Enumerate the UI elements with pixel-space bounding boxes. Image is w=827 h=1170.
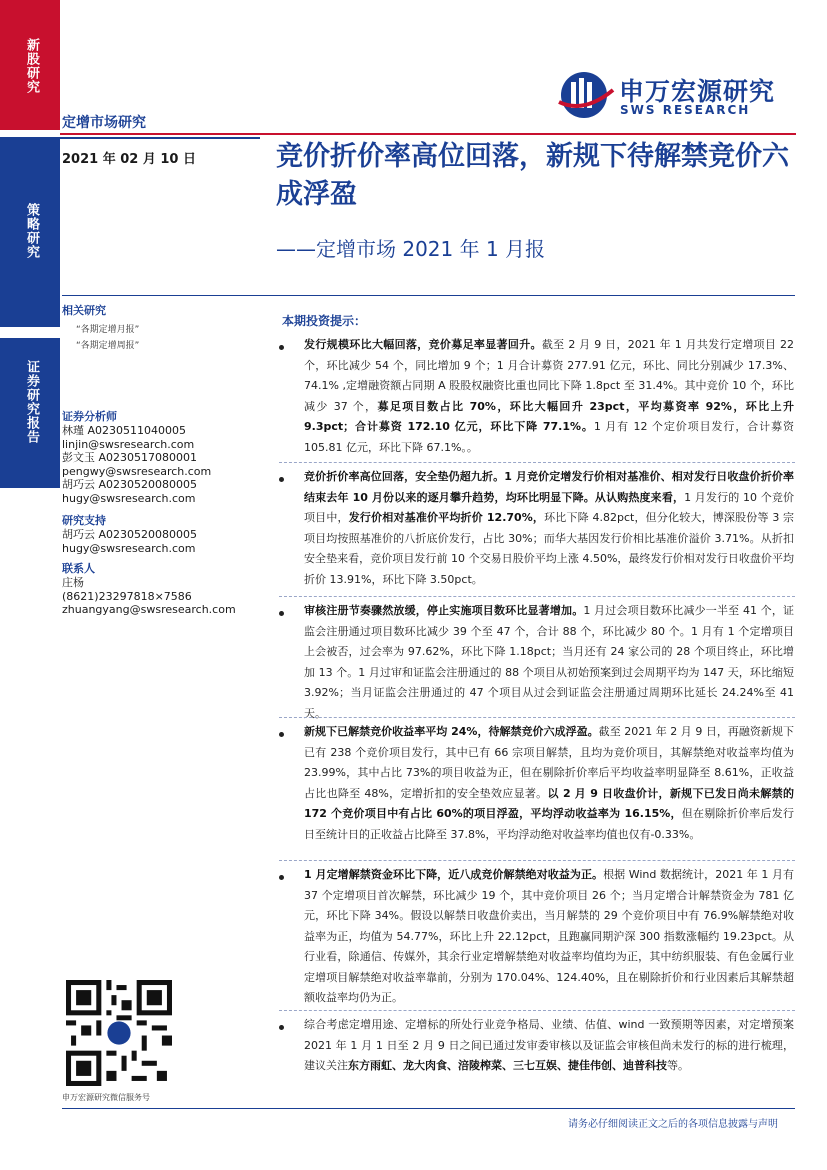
analysts-heading: 证券分析师 [62, 410, 117, 423]
bullet-icon [279, 345, 284, 350]
tip-emphasis: 以 2 月 9 日收盘价计，新规下已发日尚未解禁的 172 个竞价项目中有占比 60%的项目浮盈，平均浮动收益率为 16.15%， [304, 786, 794, 820]
tip-lead: 审核注册节奏骤然放缓，停止实施项目数环比显著增加。 [304, 604, 584, 617]
analyst-email[interactable]: hugy@swsresearch.com [62, 491, 196, 505]
bullet-icon [279, 1025, 284, 1030]
logo-text-cn: 申万宏源研究 [619, 77, 776, 106]
tip-lead: 发行规模环比大幅回落，竞价募足率显著回升。 [304, 338, 542, 351]
report-category: 定增市场研究 [62, 115, 146, 131]
tip-tail: 环比下降 4.82pct，但分化较大，博深股份等 3 宗项目均按照基准价的八折底价发行，占比 30%；而华大基因发行价相比基准价溢价 3.71%。从折扣安全垫来看，竞价项目发行前 10 个交易日股价平均上涨 4.50%，最终发行价相对发行日收盘价平均折价 13.91%，环比下降 3.50pct。 [304, 511, 794, 586]
analyst-line: 胡巧云 A0230520080005 [62, 478, 198, 491]
report-title: 竞价折价率高位回落，新规下待解禁竞价六成浮盈 [276, 141, 789, 210]
tip-lead: 新规下已解禁竞价收益率平均 24%，待解禁竞价六成浮盈。 [304, 725, 599, 738]
support-heading: 研究支持 [62, 514, 106, 527]
left-tab-label: 策略研究 [24, 203, 39, 259]
sws-logo-icon [557, 70, 615, 120]
tip-lead: 1 月定增解禁资金环比下降，近八成竞价解禁绝对收益为正。 [304, 868, 604, 881]
left-tab-new-stock [0, 0, 60, 130]
disclaimer-footer[interactable]: 请务必仔细阅读正文之后的各项信息披露与声明 [568, 1119, 778, 1130]
contact-email[interactable]: zhuangyang@swsresearch.com [62, 603, 236, 616]
tip-paragraph-5 [304, 865, 794, 1009]
paragraph-divider [279, 596, 795, 597]
contact-heading: 联系人 [62, 562, 95, 575]
support-line: 胡巧云 A0230520080005 [62, 528, 198, 541]
support-email[interactable]: hugy@swsresearch.com [62, 541, 196, 555]
contact-line: 庄杨 [62, 576, 84, 589]
tip-tail: 但在剔除折价率后发行日至统计日的正收益占比降至 37.8%，平均浮动绝对收益率均值也仅有-0.33%。 [304, 807, 795, 841]
related-item[interactable]: “各期定增月报” [76, 325, 140, 335]
investment-tips-heading: 本期投资提示： [282, 314, 367, 328]
related-item[interactable]: “各期定增周报” [76, 341, 140, 351]
wechat-qr-icon [66, 980, 172, 1086]
left-tab-label: 证券研究报告 [24, 360, 39, 444]
qr-caption: 申万宏源研究微信服务号 [62, 1093, 150, 1102]
tip-paragraph-4 [304, 722, 794, 845]
analyst-email[interactable]: pengwy@swsresearch.com [62, 464, 212, 478]
left-tab-report [0, 338, 60, 488]
tip-body: 综合考虑定增用途、定增标的所处行业竞争格局、业绩、估值、wind 一致预期等因素，对定增预案 2021 年 1 月 1 日至 2 月 9 日之间已通过发审委审核以及证监会审核但尚未发行的标的进行梳理，建议关注 [304, 1018, 794, 1072]
left-tab-strategy [0, 137, 60, 327]
paragraph-divider [279, 717, 795, 718]
bullet-icon [279, 611, 284, 616]
analyst-line: 林瑾 A0230511040005 [62, 424, 187, 437]
footer-rule [62, 1108, 795, 1109]
contact-line: (8621)23297818×7586 [62, 589, 192, 603]
tip-paragraph-1 [304, 335, 794, 458]
header-rule-blue [60, 137, 260, 139]
bullet-icon [279, 875, 284, 880]
bullet-icon [279, 732, 284, 737]
tip-lead: 竞价折价率高位回落，安全垫仍超九折。1 月竞价定增发行价相对基准价、相对发行日收盘价折价率结束去年 10 月份以来的逐月攀升趋势，均环比明显下降。从认购热度来看， [304, 470, 794, 504]
tip-paragraph-2 [304, 467, 794, 590]
paragraph-divider [279, 860, 795, 861]
section-divider [62, 295, 795, 296]
tip-emphasis: 发行价相对基准价平均折价 12.70%， [348, 511, 545, 524]
analyst-email[interactable]: linjin@swsresearch.com [62, 437, 195, 451]
report-subtitle: ——定增市场 2021 年 1 月报 [276, 237, 546, 261]
bullet-icon [279, 477, 284, 482]
analyst-line: 彭文玉 A0230517080001 [62, 451, 198, 464]
tip-tail: 1 月有 12 个定价项目发行，合计募资 105.81 亿元，环比下降 67.1%。。 [304, 420, 794, 454]
header-rule-red [60, 133, 796, 135]
tip-body: 根据 Wind 数据统计，2021 年 1 月有 37 个定增项目首次解禁，环比减少 19 个，其中竞价项目 26 个；当月定增合计解禁资金为 781 亿元，环比下降 34%。假设以解禁日收盘价卖出，当月解禁的 29 个竞价项目中有 76.9%解禁绝对收益率为正，均值为 54.77%，环比上升 22.12pct，且跑赢同期沪深 300 指数涨幅约 19.23pct。从行业看，除通信、传媒外，其余行业定增解禁绝对收益率均值均为正，其中纺织服装、有色金属行业定增项目解禁绝对收益率靠前，分别为 170.04%、124.40%，且在剔除折价和行业因素后其解禁超额收益率均仍为正。 [304, 868, 794, 1004]
tip-emphasis: 东方雨虹、龙大肉食、涪陵榨菜、三七互娱、捷佳伟创、迪普科技 [348, 1059, 667, 1072]
tip-paragraph-6 [304, 1015, 794, 1077]
logo-text-en: SWS RESEARCH [620, 103, 751, 117]
tip-body: 1 月发行的 10 个竞价项目中， [304, 490, 794, 524]
tip-body: 截至 2021 年 2 月 9 日，再融资新规下已有 238 个竞价项目发行，其中已有 66 宗项目解禁，且均为竞价项目，其解禁绝对收益率均值为 23.99%，其中占比 73%的项目收益为正，但在剔除折价率后平均收益率明显降至 8.61%，正收益占比也降至 48%，定增折扣的安全垫效应显著。 [304, 725, 794, 800]
left-tab-label: 新股研究 [24, 38, 39, 94]
tip-emphasis: 募足项目数占比 70%，环比大幅回升 23pct，平均募资率 92%，环比上升 9.3pct；合计募资 172.10 亿元，环比下降 77.1%。 [304, 399, 794, 433]
related-research-heading: 相关研究 [62, 304, 106, 317]
paragraph-divider [279, 1010, 795, 1011]
tip-paragraph-3 [304, 601, 794, 724]
paragraph-divider [279, 462, 795, 463]
tip-tail: 等。 [667, 1059, 689, 1072]
tip-body: 截至 2 月 9 日，2021 年 1 月共发行定增项目 22 个，环比减少 54 个，同比增加 9 个；1 月合计募资 277.91 亿元，环比、同比分别减少 17.3%、74.1% ,定增融资额占同期 A 股股权融资比重也同比下降 1.8pct 至 31.4%。其中竞价 10 个，环比减少 37 个， [304, 338, 794, 413]
report-date: 2021 年 02 月 10 日 [62, 152, 196, 167]
tip-body: 1 月过会项目数环比减少一半至 41 个，证监会注册通过项目数环比减少 39 个至 47 个，合计 88 个，环比减少 80 个。1 月有 1 个定增项目上会被否，过会率为 97.62%，环比下降 1.18pct；当月还有 24 家公司的 28 个项目终止，环比增加 13 个。1 月过审和证监会注册通过的 88 个项目从初始预案到过会周期平均为 147 天，环比缩短 3.92%；当月证监会注册通过的 47 个项目从过会到证监会注册通过周期环比延长 24.24%至 41 天。 [304, 604, 795, 720]
